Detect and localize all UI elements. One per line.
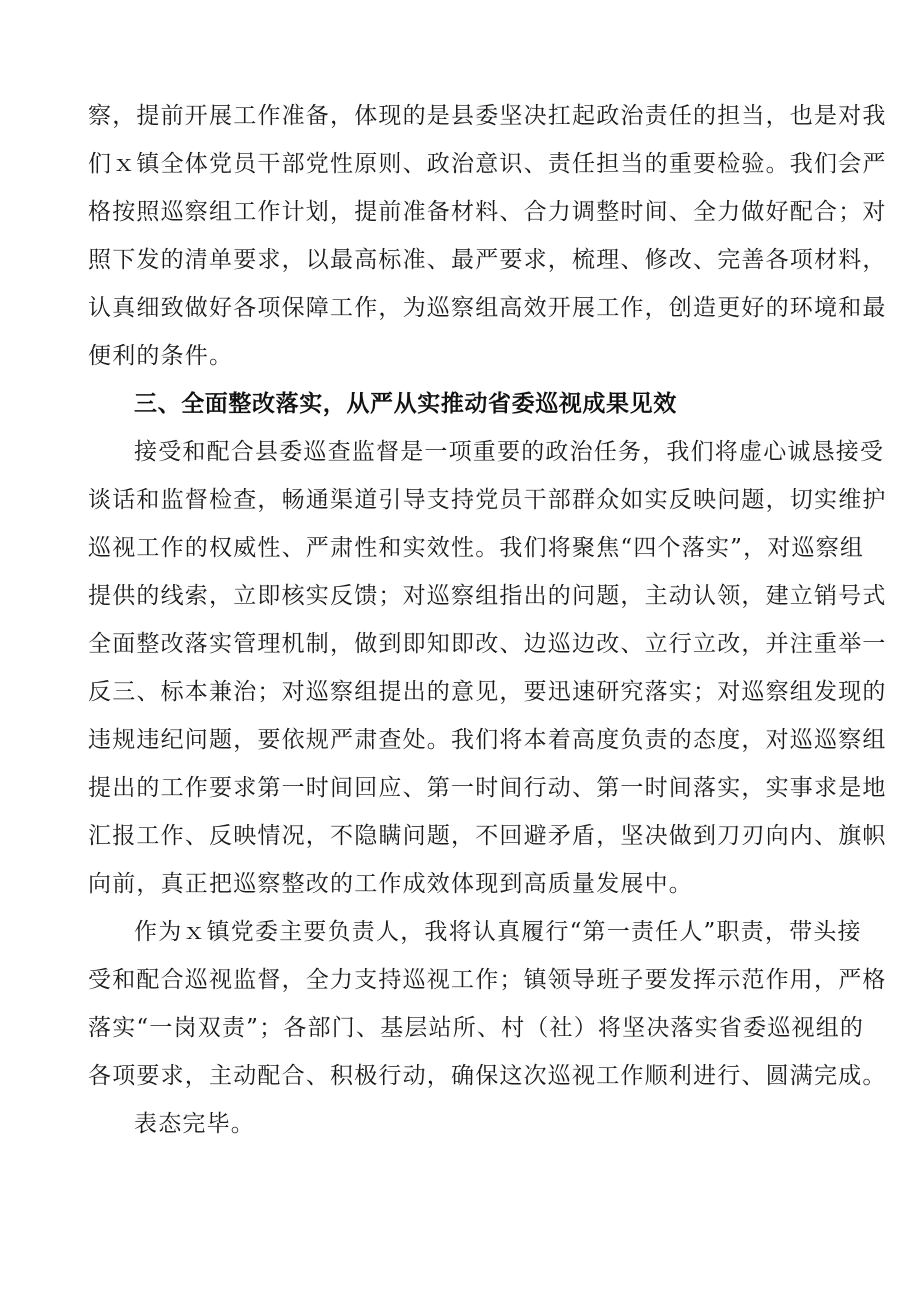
text-line: 接受和配合县委巡查监督是一项重要的政治任务，我们将虚心诚恳接受 — [134, 439, 885, 465]
text-line: 提供的线索，立即核实反馈；对巡察组指出的问题，主动认领，建立销号式 — [88, 583, 887, 609]
closing-statement: 表态完毕。 — [134, 1111, 255, 1137]
text-line: 照下发的清单要求，以最高标准、最严要求，梳理、修改、完善各项材料， — [88, 247, 887, 273]
text-line: 谈话和监督检查，畅通渠道引导支持党员干部群众如实反映问题，切实维护 — [88, 487, 887, 513]
text-line: 反三、标本兼治；对巡察组提出的意见，要迅速研究落实；对巡察组发现的 — [88, 679, 887, 705]
text-line: 便利的条件。 — [88, 343, 234, 369]
text-line: 察，提前开展工作准备，体现的是县委坚决扛起政治责任的担当，也是对我 — [88, 103, 887, 129]
text-line: 全面整改落实管理机制，做到即知即改、边巡边改、立行立改，并注重举一 — [88, 631, 887, 657]
text-line: 作为ｘ镇党委主要负责人，我将认真履行“第一责任人”职责，带头接 — [134, 919, 862, 945]
text-line: 各项要求，主动配合、积极行动，确保这次巡视工作顺利进行、圆满完成。 — [88, 1063, 887, 1089]
text-line: 受和配合巡视监督，全力支持巡视工作；镇领导班子要发挥示范作用，严格 — [88, 967, 887, 993]
paragraph-rectification — [88, 428, 887, 908]
paragraph-responsibility — [88, 908, 887, 1100]
text-line: 巡视工作的权威性、严肃性和实效性。我们将聚焦“四个落实”，对巡察组 — [88, 535, 865, 561]
text-line: 格按照巡察组工作计划，提前准备材料、合力调整时间、全力做好配合；对 — [88, 199, 887, 225]
paragraph-preparation — [88, 92, 887, 380]
text-line: 汇报工作、反映情况，不隐瞒问题，不回避矛盾，坚决做到刀刃向内、旗帜 — [88, 823, 887, 849]
text-line: 落实“一岗双责”；各部门、基层站所、村（社）将坚决落实省委巡视组的 — [88, 1015, 865, 1041]
text-line: 提出的工作要求第一时间回应、第一时间行动、第一时间落实，实事求是地 — [88, 775, 887, 801]
document-page — [88, 92, 887, 1148]
text-line: 违规违纪问题，要依规严肃查处。我们将本着高度负责的态度，对巡巡察组 — [88, 727, 887, 753]
text-line: 向前，真正把巡察整改的工作成效体现到高质量发展中。 — [88, 871, 693, 897]
section-heading: 三、全面整改落实，从严从实推动省委巡视成果见效 — [134, 391, 677, 417]
text-line: 们ｘ镇全体党员干部党性原则、政治意识、责任担当的重要检验。我们会严 — [88, 151, 887, 177]
text-line: 认真细致做好各项保障工作，为巡察组高效开展工作，创造更好的环境和最 — [88, 295, 887, 321]
